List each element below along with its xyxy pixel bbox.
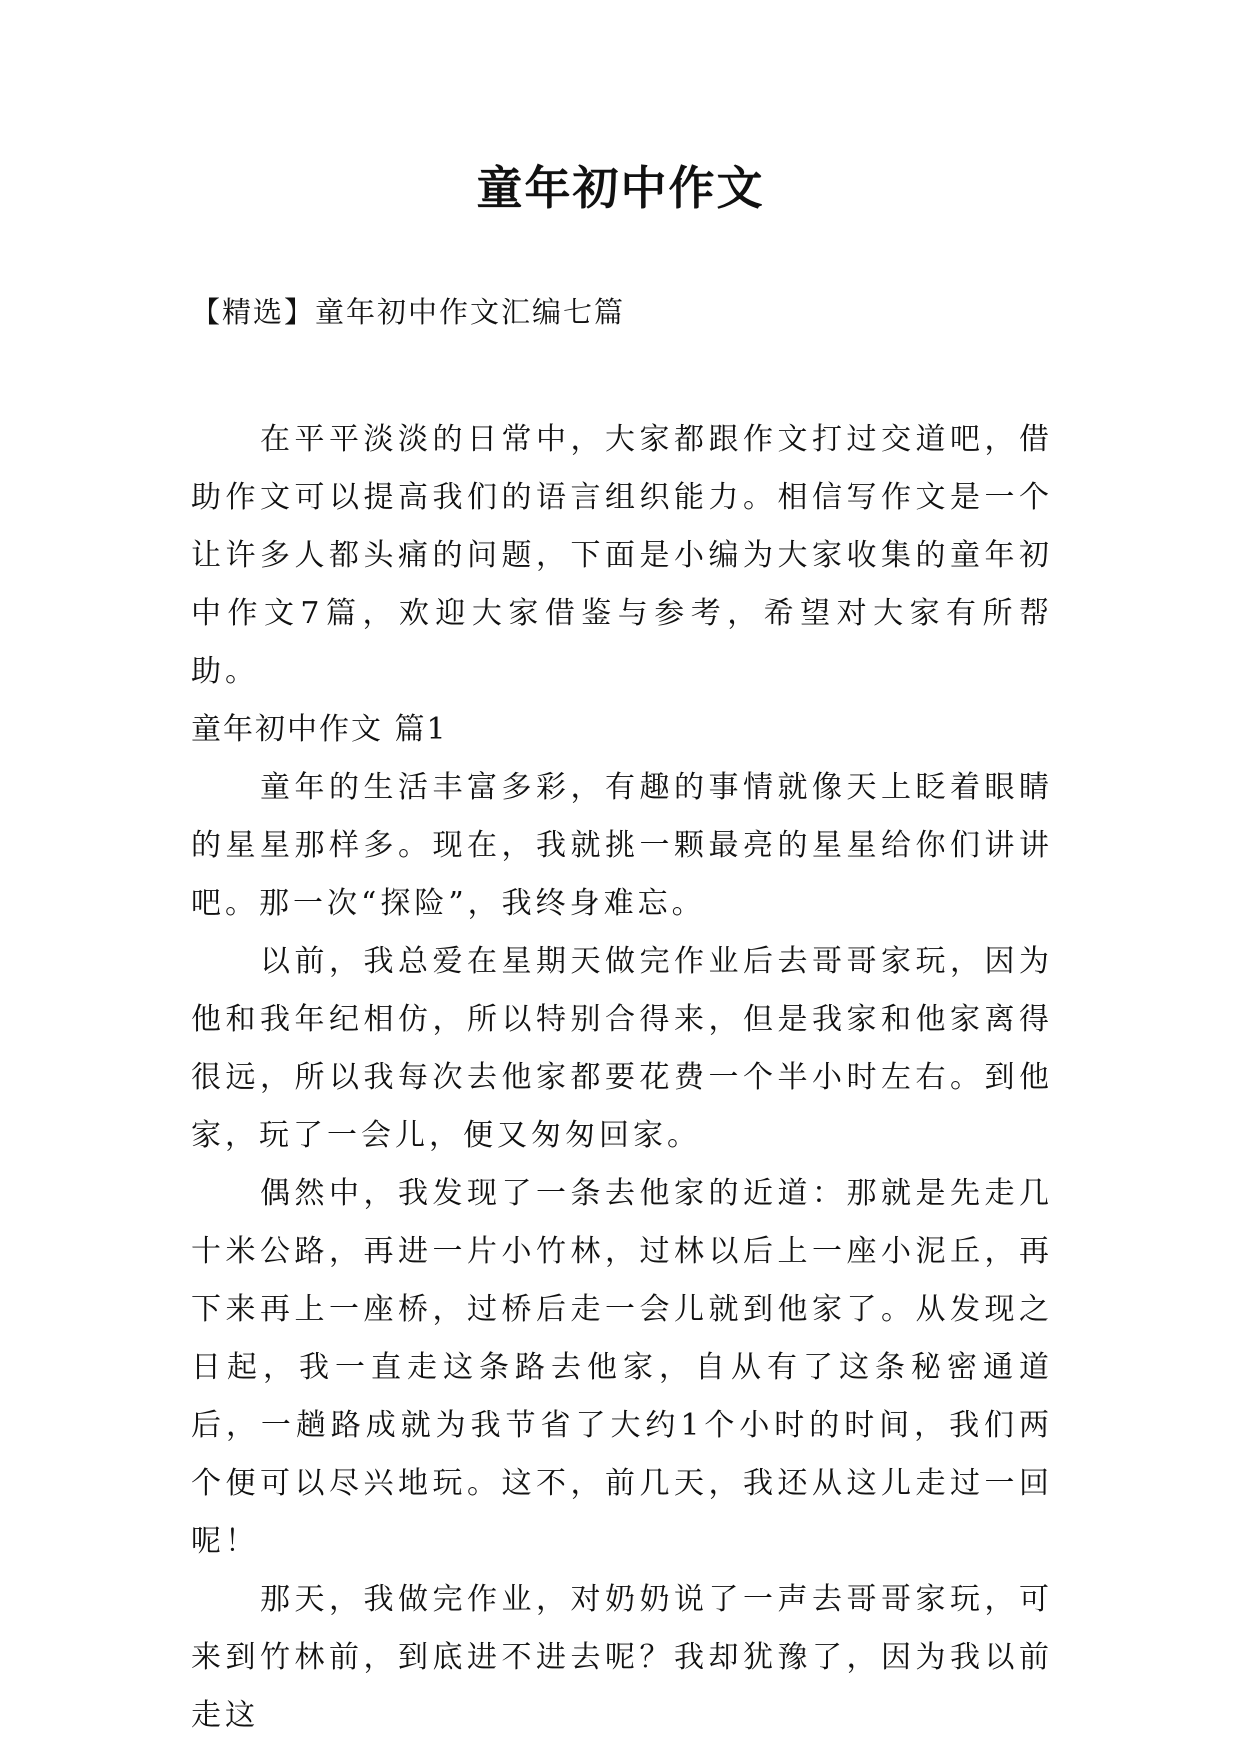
intro-paragraph: 在平平淡淡的日常中，大家都跟作文打过交道吧，借助作文可以提高我们的语言组织能力。相信写作文是一个让许多人都头痛的问题，下面是小编为大家收集的童年初中作文7篇，欢迎大家借鉴与参考，希望对大家有所帮助。 <box>191 422 1053 689</box>
document-subtitle: 【精选】童年初中作文汇编七篇 <box>191 295 626 329</box>
body-paragraph: 以前，我总爱在星期天做完作业后去哥哥家玩，因为他和我年纪相仿，所以特别合得来，但是我家和他家离得很远，所以我每次去他家都要花费一个半小时左右。到他家，玩了一会儿，便又匆匆回家。 <box>191 944 1053 1153</box>
body-paragraph: 偶然中，我发现了一条去他家的近道：那就是先走几十米公路，再进一片小竹林，过林以后上一座小泥丘，再下来再上一座桥，过桥后走一会儿就到他家了。从发现之日起，我一直走这条路去他家，自从有了这条秘密通道后，一趟路成就为我节省了大约1个小时的时间，我们两个便可以尽兴地玩。这不，前几天，我还从这儿走过一回呢！ <box>191 1176 1053 1559</box>
document-body <box>191 411 1053 1745</box>
body-paragraph: 童年的生活丰富多彩，有趣的事情就像天上眨着眼睛的星星那样多。现在，我就挑一颗最亮的星星给你们讲讲吧。那一次“探险”，我终身难忘。 <box>191 770 1053 921</box>
document-title: 童年初中作文 <box>476 161 765 215</box>
body-paragraph: 那天，我做完作业，对奶奶说了一声去哥哥家玩，可来到竹林前，到底进不进去呢？我却犹豫了，因为我以前走这 <box>191 1582 1053 1733</box>
section-heading: 童年初中作文 篇1 <box>191 712 448 747</box>
